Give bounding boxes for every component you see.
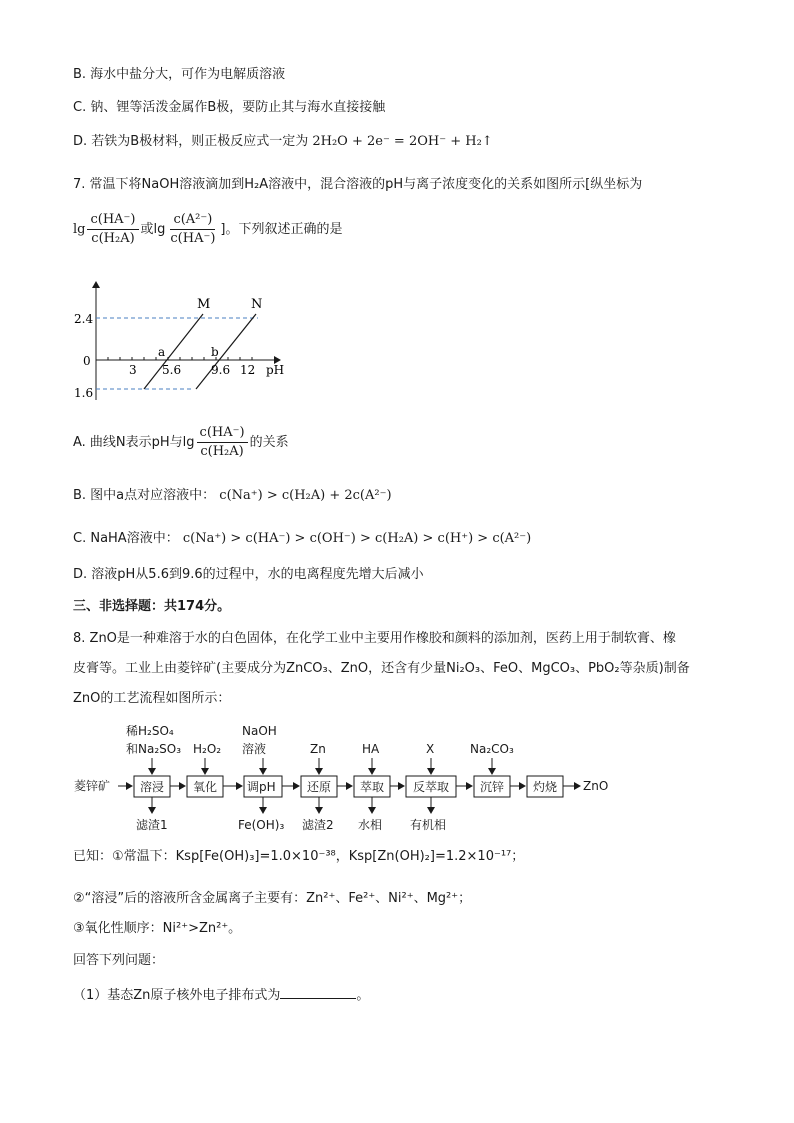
- q7-c-expr: c(Na⁺) > c(HA⁻) > c(OH⁻) > c(H₂A) > c(H⁺) > c(A²⁻): [182, 531, 532, 546]
- input-6: X: [426, 742, 435, 756]
- q8-answer-prompt: 回答下列问题：: [73, 953, 165, 968]
- q8-line-3: ZnO的工艺流程如图所示：: [73, 691, 231, 706]
- q8-sub-question-1: [73, 985, 369, 1005]
- step-label-3: 调pH: [247, 780, 276, 794]
- input-4: Zn: [310, 742, 326, 756]
- q7-fraction-1: [87, 212, 138, 247]
- q7-stem: 7. 常温下将NaOH溶液滴加到H₂A溶液中，混合溶液的pH与离子浓度变化的关系如图所示[纵坐标为: [73, 177, 643, 192]
- q7-a-pre: A. 曲线N表示pH与lg: [73, 435, 195, 450]
- answer-blank[interactable]: [280, 985, 356, 999]
- q7-stem-tail: ]。下列叙述正确的是: [220, 222, 343, 237]
- output-1: 滤渣1: [136, 818, 168, 832]
- q8-sub1-end: 。: [356, 988, 370, 1003]
- curve-m: [144, 314, 203, 389]
- input-1a: 稀H₂SO₄: [126, 724, 174, 738]
- q7-or-lg: 或lg: [140, 222, 166, 237]
- q7-a-num: c(HA⁻): [197, 425, 248, 443]
- q8-known-1: 已知：①常温下：Ksp[Fe(OH)₃]=1.0×10⁻³⁸，Ksp[Zn(OH)₂]=1.2×10⁻¹⁷；: [73, 849, 525, 864]
- q8-line-2: 皮膏等。工业上由菱锌矿(主要成分为ZnCO₃、ZnO，还含有少量Ni₂O₃、FeO、MgCO₃、PbO₂等杂质)制备: [73, 661, 690, 676]
- q7-option-a: [73, 425, 289, 460]
- curve-n: [196, 314, 256, 389]
- label-n: N: [251, 297, 263, 312]
- process-flow-diagram: [70, 718, 630, 840]
- q7-option-c: [73, 530, 531, 548]
- q7-a-fraction: [197, 425, 248, 460]
- option-d-formula: 2H₂O + 2e⁻ = 2OH⁻ + H₂↑: [312, 134, 493, 149]
- x-tick-12: 12: [240, 363, 256, 377]
- q7-frac2-num: c(A²⁻): [170, 212, 215, 230]
- output-4: 滤渣2: [302, 818, 334, 832]
- q7-frac1-num: c(HA⁻): [87, 212, 138, 230]
- output-5: 水相: [358, 818, 383, 832]
- label-m: M: [197, 297, 211, 312]
- q7-a-den: c(H₂A): [200, 444, 244, 459]
- q7-graph: [70, 276, 300, 406]
- input-1b: 和Na₂SO₃: [126, 742, 182, 756]
- x-tick-5-6: 5.6: [162, 363, 182, 377]
- option-d-text: D. 若铁为B极材料，则正极反应式一定为: [73, 134, 309, 149]
- q8-known-2: ②“溶浸”后的溶液所含金属离子主要有：Zn²⁺、Fe²⁺、Ni²⁺、Mg²⁺；: [73, 891, 472, 906]
- q7-b-expr: c(Na⁺) > c(H₂A) + 2c(A²⁻): [219, 488, 392, 503]
- input-7: Na₂CO₃: [470, 742, 514, 756]
- x-tick-9-6: 9.6: [211, 363, 231, 377]
- q7-frac1-den: c(H₂A): [91, 231, 135, 246]
- flow-start: 菱锌矿: [74, 779, 111, 793]
- q7-b-pre: B. 图中a点对应溶液中：: [73, 488, 216, 503]
- step-label-6: 反萃取: [413, 780, 450, 794]
- q8-known-3: ③氧化性顺序：Ni²⁺>Zn²⁺。: [73, 921, 242, 936]
- flow-end: ZnO: [583, 779, 609, 793]
- option-d: [73, 133, 493, 151]
- q7-fraction-2: [167, 212, 218, 247]
- option-b: B. 海水中盐分大，可作为电解质溶液: [73, 67, 286, 82]
- point-a: a: [158, 345, 166, 359]
- q7-ordinate-def: [73, 212, 342, 247]
- step-label-1: 溶浸: [140, 780, 165, 794]
- y-label-bottom: 1.6: [74, 386, 94, 400]
- step-label-7: 沉锌: [480, 780, 505, 794]
- q8-sub1-text: （1）基态Zn原子核外电子排布式为: [73, 988, 281, 1003]
- option-c: C. 钠、锂等活泼金属作B极，要防止其与海水直接接触: [73, 100, 386, 115]
- input-2: H₂O₂: [193, 742, 222, 756]
- y-label-top: 2.4: [74, 312, 94, 326]
- step-label-8: 灼烧: [533, 780, 558, 794]
- q7-lg-label: lg: [73, 222, 86, 237]
- step-label-4: 还原: [307, 780, 332, 794]
- step-label-2: 氧化: [193, 780, 218, 794]
- input-3a: NaOH: [242, 724, 277, 738]
- step-label-5: 萃取: [360, 780, 385, 794]
- q7-frac2-den: c(HA⁻): [170, 231, 216, 246]
- q8-line-1: 8. ZnO是一种难溶于水的白色固体，在化学工业中主要用作橡胶和颜料的添加剂，医药上用于制软膏、橡: [73, 631, 676, 646]
- section-heading: 三、非选择题：共174分。: [73, 599, 231, 614]
- x-axis-label: pH: [266, 363, 285, 377]
- input-3b: 溶液: [242, 742, 267, 756]
- x-tick-3: 3: [129, 363, 137, 377]
- q7-a-post: 的关系: [249, 435, 289, 450]
- output-3: Fe(OH)₃: [238, 818, 285, 832]
- point-b: b: [211, 345, 219, 359]
- q7-option-b: [73, 487, 392, 505]
- output-6: 有机相: [410, 818, 447, 832]
- q7-c-pre: C. NaHA溶液中：: [73, 531, 179, 546]
- input-5: HA: [362, 742, 380, 756]
- q7-option-d: D. 溶液pH从5.6到9.6的过程中，水的电离程度先增大后减小: [73, 567, 424, 582]
- y-label-zero: 0: [83, 354, 91, 368]
